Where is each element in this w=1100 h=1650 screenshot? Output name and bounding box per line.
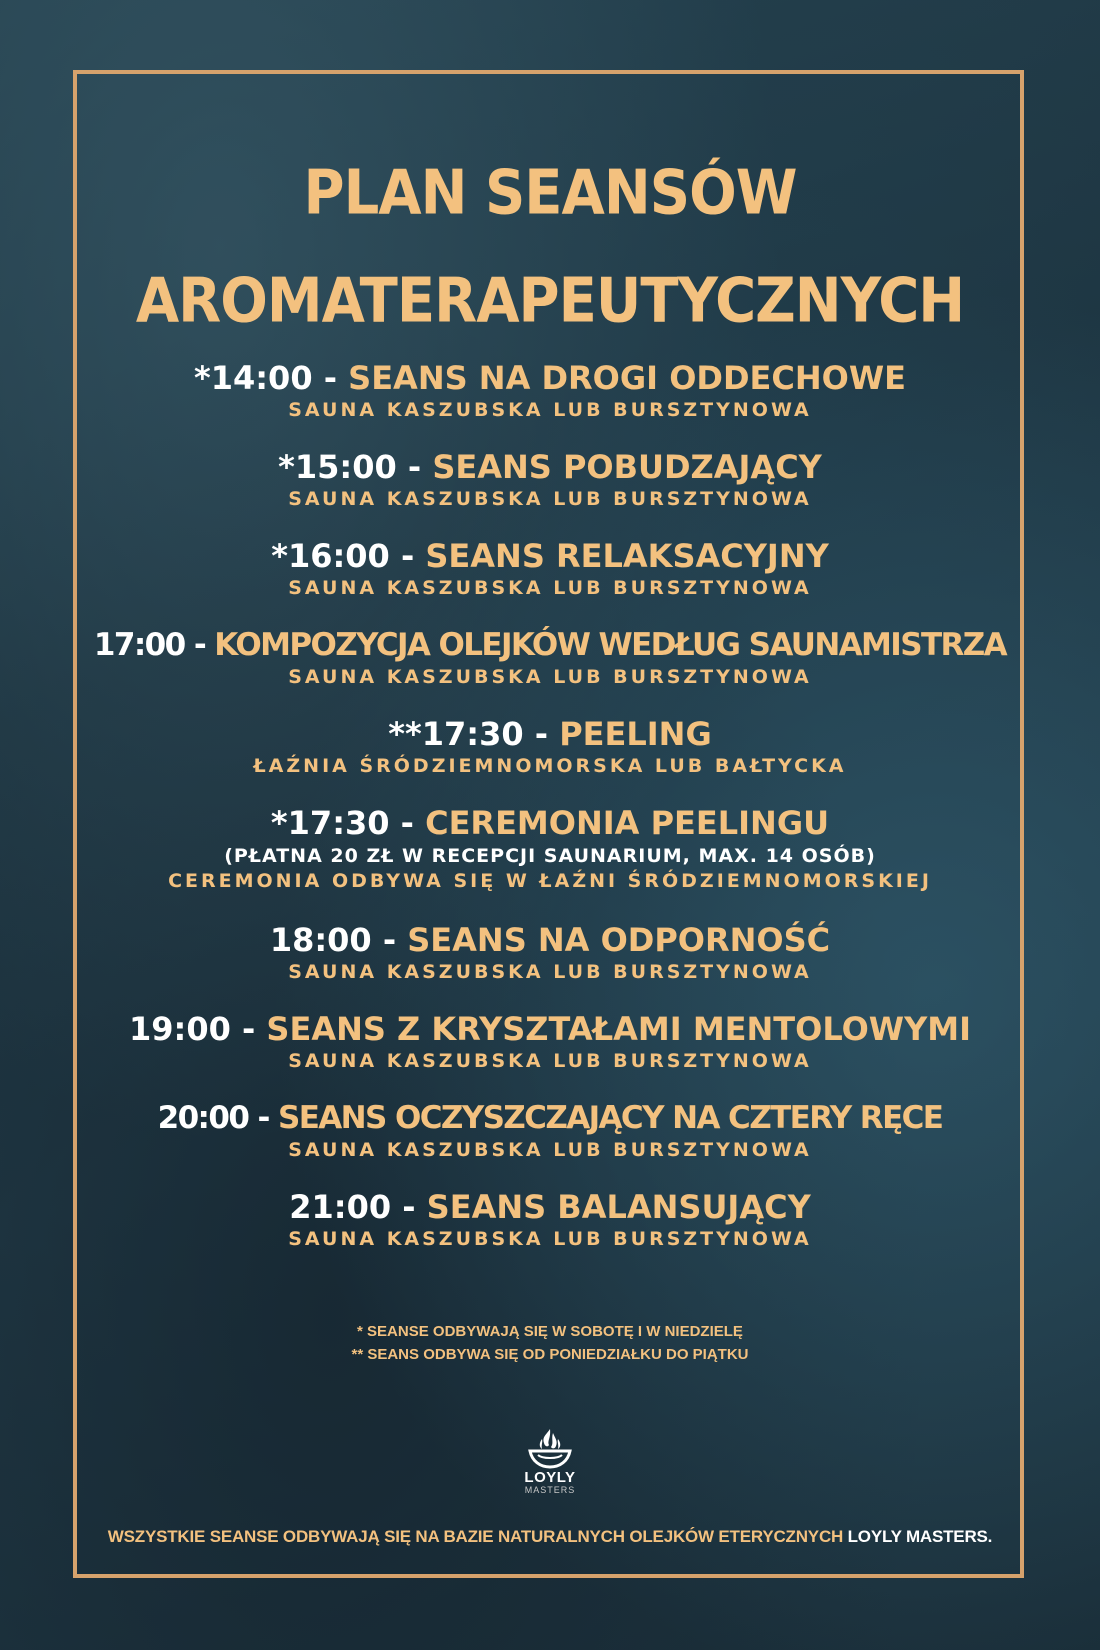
separator: - <box>407 448 422 486</box>
logo-name: LOYLY <box>524 1469 576 1486</box>
schedule-entry <box>0 1009 1100 1098</box>
session-location: SAUNA KASZUBSKA LUB BURSZTYNOWA <box>288 1139 812 1161</box>
title-line-1: PLAN SEANSÓW <box>303 157 797 230</box>
session-time: *15:00 <box>278 448 397 486</box>
session-name: SEANS NA DROGI ODDECHOWE <box>348 359 906 397</box>
loyly-masters-logo <box>510 1425 590 1505</box>
session-time: 19:00 <box>128 1010 231 1048</box>
session-name: SEANS NA ODPORNOŚĆ <box>407 921 831 959</box>
session-location: SAUNA KASZUBSKA LUB BURSZTYNOWA <box>288 961 812 983</box>
schedule-entry <box>0 1098 1100 1187</box>
schedule-entry <box>0 714 1100 803</box>
session-schedule <box>0 358 1100 1276</box>
session-name: SEANS POBUDZAJĄCY <box>432 448 822 486</box>
separator: - <box>534 715 549 753</box>
session-location: SAUNA KASZUBSKA LUB BURSZTYNOWA <box>288 666 812 688</box>
schedule-entry <box>0 1187 1100 1276</box>
session-time: 21:00 <box>289 1188 392 1226</box>
schedule-entry <box>0 803 1100 920</box>
session-name: SEANS RELAKSACYJNY <box>425 537 829 575</box>
disclaimer-text: WSZYSTKIE SEANSE ODBYWAJĄ SIĘ NA BAZIE NATURALNYCH OLEJKÓW ETERYCZNYCH <box>107 1527 848 1546</box>
session-time: *17:30 <box>270 804 390 842</box>
session-name: PEELING <box>559 715 712 753</box>
separator: - <box>257 1100 269 1136</box>
disclaimer-brand: LOYLY MASTERS. <box>847 1527 993 1546</box>
separator: - <box>241 1010 256 1048</box>
schedule-entry <box>0 625 1100 714</box>
session-time: 18:00 <box>269 921 372 959</box>
session-note: (PŁATNA 20 ZŁ W RECEPCJI SAUNARIUM, MAX. 14 OSÓB) <box>224 845 876 867</box>
session-location: SAUNA KASZUBSKA LUB BURSZTYNOWA <box>288 488 812 510</box>
separator: - <box>402 1188 416 1226</box>
schedule-entry <box>0 447 1100 536</box>
footnotes <box>0 1320 1100 1366</box>
session-location: ŁAŹNIA ŚRÓDZIEMNOMORSKA LUB BAŁTYCKA <box>253 755 847 777</box>
session-name: SEANS BALANSUJĄCY <box>426 1188 811 1226</box>
page-title <box>0 140 1100 356</box>
schedule-entry <box>0 358 1100 447</box>
footnote-single-asterisk: * SEANSE ODBYWAJĄ SIĘ W SOBOTĘ I W NIEDZIELĘ <box>357 1323 743 1340</box>
session-time: *14:00 <box>193 359 313 397</box>
schedule-entry <box>0 920 1100 1009</box>
session-name: SEANS OCZYSZCZAJĄCY NA CZTERY RĘCE <box>277 1100 943 1136</box>
schedule-entry <box>0 536 1100 625</box>
session-time: 20:00 <box>157 1100 249 1136</box>
logo-subtitle: MASTERS <box>524 1485 576 1495</box>
separator: - <box>323 359 337 397</box>
session-name: CEREMONIA PEELINGU <box>425 804 830 842</box>
bottom-disclaimer <box>0 1526 1100 1548</box>
session-location: SAUNA KASZUBSKA LUB BURSZTYNOWA <box>288 1228 812 1250</box>
session-name: SEANS Z KRYSZTAŁAMI MENTOLOWYMI <box>266 1010 971 1048</box>
session-time: **17:30 <box>388 715 524 753</box>
separator: - <box>400 804 414 842</box>
separator: - <box>382 921 397 959</box>
title-line-2: AROMATERAPEUTYCZNYCH <box>135 265 965 337</box>
session-location: SAUNA KASZUBSKA LUB BURSZTYNOWA <box>288 1050 812 1072</box>
footnote-double-asterisk: ** SEANS ODBYWA SIĘ OD PONIEDZIAŁKU DO PIĄTKU <box>351 1346 749 1363</box>
session-location: SAUNA KASZUBSKA LUB BURSZTYNOWA <box>288 399 812 421</box>
session-location: SAUNA KASZUBSKA LUB BURSZTYNOWA <box>288 577 812 599</box>
separator: - <box>193 627 206 663</box>
separator: - <box>400 537 415 575</box>
flame-bowl-icon <box>520 1425 580 1471</box>
session-location: CEREMONIA ODBYWA SIĘ W ŁAŹNI ŚRÓDZIEMNOMORSKIEJ <box>168 870 932 892</box>
session-time: *16:00 <box>271 537 390 575</box>
session-time: 17:00 <box>93 627 185 663</box>
session-name: KOMPOZYCJA OLEJKÓW WEDŁUG SAUNAMISTRZA <box>214 627 1007 663</box>
